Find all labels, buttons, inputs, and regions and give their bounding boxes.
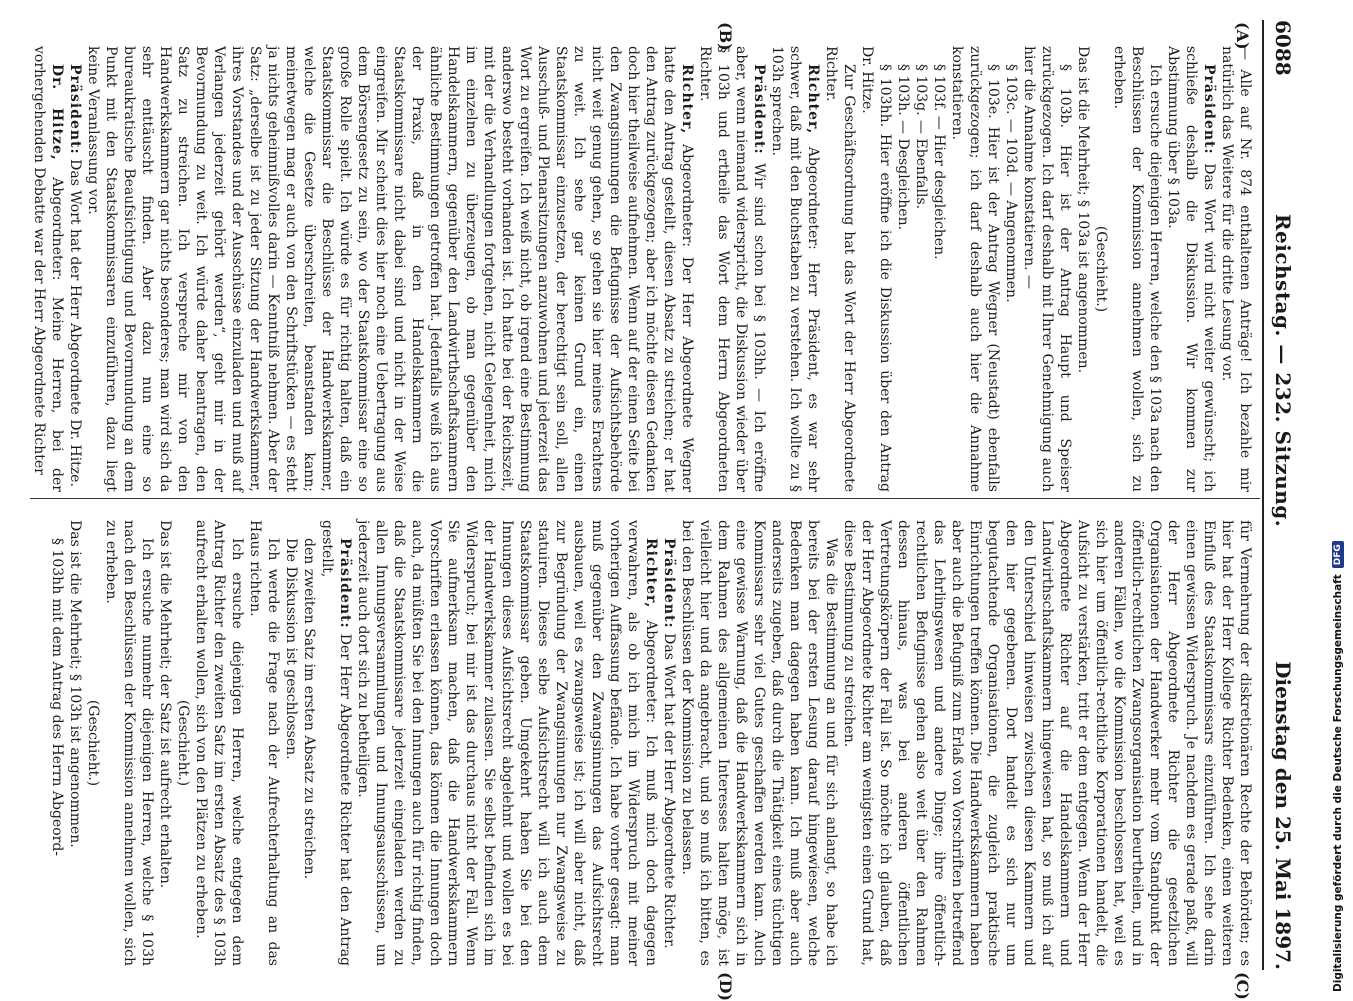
paragraph (930, 46, 948, 492)
paragraph-text: Ich ersuche diejenigen Herren, welche entgegen dem Antrag Richter den zweiten Satz im ersten Absatz des § 103h aufrecht erhalten wollen, sich von den Plätzen zu erheben. (193, 520, 245, 966)
paragraph-text: für Vermehrung der diskretionären Rechte der Behörden; es hier hat der Herr Kollege Richter Bedenken, einen weiteren Einfluß des Staatskommissars einzuführen. Ich sehe darin einen gewissen Widerspruch. Je nachdem es gerade paßt, will der Herr Abgeordnete Richter die gesetzlichen Organisationen der Handwerker mehr vom Standpunkt der öffentlich-rechtlichen Zwangsorganisation beurtheilen, und in anderen Fällen, wo die Kommission beschlossen hat, weil es sich hier um öffentlich-rechtliche Korporationen handelt, die Aufsicht zu verstärken, tritt er dem entgegen. Wenn der Herr Abgeordnete Richter auf die Handelskammern und Landwirthschaftskammern hingewiesen hat, so muß ich auf den Unterschied hinweisen zwischen diesen Kammern und den hier gegebenen. Dort handelt es sich nur um begutachtende Organisationen, die zugleich praktische Einrichtungen treffen können. Die Handwerkskammern haben aber auch die Befugniß zum Erlaß von Vorschriften betreffend das Lehrlingswesen und andere Dinge; ihre öffentlich-rechtlichen Befugnisse gehen also weit über den Rahmen dessen hinaus, was bei anderen öffentlichen Vertretungskörpern der Fall ist. So möchte ich glauben, daß der Herr Abgeordnete Richter am wenigsten einen Grund hat, diese Bestimmung zu streichen. (841, 520, 1253, 966)
paragraph-text: — Alle auf Nr. 874 enthaltenen Anträge! Ich bezahle mir natürlich das Weitere für die dritte Lesung vor. (1219, 46, 1253, 492)
paragraph-text: Das ist die Mehrheit; § 103h ist angenommen. (67, 520, 83, 848)
header-rule (1262, 20, 1264, 970)
paragraph-text: Das ist die Mehrheit; der Satz ist aufrecht erhalten. (157, 520, 173, 889)
speaker-name: Präsident: (67, 64, 83, 155)
paragraph (300, 520, 318, 966)
stage-direction (1092, 46, 1110, 492)
paragraph (66, 46, 84, 492)
paragraph (102, 520, 156, 966)
right-column (48, 520, 1254, 966)
paragraph (1002, 46, 1020, 492)
paragraph-text: (Geschieht.) (85, 699, 101, 787)
paragraph (660, 520, 678, 966)
paragraph (318, 520, 354, 966)
paragraph-text: den zweiten Satz im ersten Absatz zu streichen. (301, 538, 317, 880)
speaker-name: Präsident: (751, 64, 767, 155)
digitization-note (1324, 0, 1352, 1000)
paragraph-text: Das Wort hat der Herr Abgeordnete Dr. Hitze. (67, 159, 83, 487)
speaker-name: Präsident: (337, 538, 353, 629)
paragraph-text: Abgeordneter: Ich muß mich doch dagegen verwahren, als ob ich mich im Widerspruch mit meiner vorherigen Auffassung befände. Ich habe vorher gesagt: man muß gegenüber den Zwangsinnungen das Aufsichtsrecht ausbauen, weil es zwangsweise ist; ich will aber nicht, daß zur Begründung der Zwangsinnungen nur Zwangsweise zu statuiren. Dieses selbe Aufsichtsrecht will ich auch dem Staatskommissar geben. Umgekehrt haben Sie bei den Innungen dieses Aufsichtsrecht abgelehnt und wollen es bei der Handwerkskammer zulassen. Sie selbst befinden sich im Widerspruch; bei mir ist das durchaus nicht der Fall. Wenn Sie aufmerksam machen, daß die Handwerkskammern Vorschriften erlassen können, das können die Innungen doch auch, da müßten Sie bei den Innungen auch für richtig finden, daß die Staatskommissare jederzeit eingeladen werden zu allen Innungsversammlungen und Innungsausschüssen, um jederzeit auch dort sich zu betheiligen. (355, 520, 659, 967)
left-column (30, 46, 1254, 492)
page-header (1268, 20, 1298, 970)
paragraph (894, 46, 912, 492)
digitization-text: Digitalisierung gefördert durch die Deutsche Forschungsgemeinschaft (1332, 574, 1344, 992)
paragraph-text: Abgeordneter: Meine Herren, bei der vorhergehenden Debatte war der Herr Abgeordnete Richter (31, 46, 65, 492)
paragraph (282, 520, 300, 966)
page-number: 6088 (1271, 20, 1295, 76)
paragraph (1110, 46, 1164, 492)
margin-marker-a: (A) (1233, 22, 1252, 50)
paragraph-text: § 103hh. Hier eröffne ich die Diskussion über den Antrag Dr. Hitze. (859, 46, 893, 492)
session-date: Dienstag den 25. Mai 1897. (1271, 661, 1295, 970)
paragraph-text: Das ist die Mehrheit; § 103a ist angenommen. (1075, 46, 1091, 374)
paragraph-text: (Geschieht.) (1093, 225, 1109, 313)
paragraph-text: Das Wort wird nicht weiter gewünscht; ich schließe deshalb die Diskussion. Wir kommen zur Abstimmung über § 103a. (1165, 46, 1217, 492)
paragraph (948, 46, 1002, 492)
paragraph (48, 520, 66, 966)
paragraph-text: § 103hh mit dem Antrag des Herrn Abgeord- (49, 538, 65, 857)
paragraph (1020, 46, 1074, 492)
speaker-name: Präsident: (1201, 64, 1217, 155)
paragraph (1074, 46, 1092, 492)
margin-marker-d: (D) (716, 972, 735, 1001)
paragraph-text: Ich werde die Frage nach der Aufrechterhaltung an das Haus richten. (247, 520, 281, 966)
paragraph (66, 520, 84, 966)
speaker-name: Präsident: (661, 538, 677, 629)
paragraph (696, 46, 768, 492)
paragraph-text: Ich ersuche diejenigen Herren, welche den § 103a nach den Beschlüssen der Kommission annehmen wollen, sich zu erheben. (1111, 46, 1163, 492)
paragraph-text: § 103c. — 103d. — Angenommen. (1003, 64, 1019, 303)
column-divider (30, 498, 1260, 499)
paragraph-text: Das Wort hat der Herr Abgeordnete Richter. (661, 633, 677, 949)
paragraph (678, 520, 840, 966)
paragraph (30, 46, 66, 492)
paragraph-text: § 103f. — Hier desgleichen. (931, 64, 947, 260)
margin-marker-c: (C) (1233, 972, 1252, 1000)
paragraph-text: § 103e. Hier ist der Antrag Wegner (Neustadt) ebenfalls zurückgezogen; ich darf deshalb auch hier die Annahme konstatieren. (949, 46, 1001, 492)
paragraph (840, 520, 1254, 966)
paragraph-text: Zur Geschäftsordnung hat das Wort der Herr Abgeordnete Richter. (823, 46, 857, 492)
paragraph (246, 520, 282, 966)
paragraph-text: Wir sind schon bei § 103hh. — Ich eröffne aber, wenn niemand widerspricht, die Diskussion wieder über § 103h und ertheile das Wort dem Herrn Abgeordneten Richter. (697, 46, 767, 493)
paragraph-text: § 103b. Hier ist der Antrag Haupt und Speiser zurückgezogen. Ich darf deshalb mit Ihrer Genehmigung auch hier die Annahme konstatieren. — (1021, 46, 1073, 492)
paragraph-text: Abgeordneter: Herr Präsident, es war sehr schwer, daß mit den Buchstaben zu verstehen. Ich wollte zu § 103h sprechen. (769, 46, 821, 492)
paragraph (192, 520, 246, 966)
paragraph-text: Der Herr Abgeordnete Richter hat den Antrag gestellt, (319, 520, 353, 967)
side-footer (1324, 0, 1352, 1000)
paragraph (156, 520, 174, 966)
paragraph-text: Abgeordneter: Der Herr Abgeordnete Wegner hatte den Antrag gestellt, diesen Absatz zu streichen; er hat den Antrag zurückgezogen; aber ich möchte diesen Gedanken doch hier theilweise aufnehmen. Wenn auf der einen Seite bei den Zwangsinnungen die Befugnisse der Aufsichtsbehörde nicht weit genug gehen, so gehen sie hier meines Erachtens zu weit. Ich sehe gar keinen Grund ein, einen Staatskommissar einzusetzen, der berechtigt sein soll, allen Ausschuß- und Plenarsitzungen anzuwohnen und jederzeit das Wort zu ergreifen. Ich weiß nicht, ob irgend eine Bestimmung anderswo besteht vorhanden ist. Ich hatte bei der Reichszeit, mit der die Verhandlungen fortgehen, nicht Gelegenheit, mich im einzelnen zu überzeugen, ob man gegenüber den Handelskammern, gegenüber den Landwirthschaftskammern ähnliche Bestimmungen getroffen hat. Jedenfalls weiß ich aus der Praxis, daß in den Handelskammern die Staatskommissare nicht dabei sind und nicht in der Weise eingreifen. Mir scheint dies hier noch eine Uebertragung aus dem Börsengesetz zu sein, wo der Staatskommissar eine so große Rolle spielt. Ich würde es für richtig halten, daß ein Staatskommissar die Beschlüsse der Handwerkskammer, welche die Gesetze überschreiten, beanstanden kann; meinetwegen mag er auch von den Schriftstücken — es steht ja nichts geheimnißvolles darin — Kenntniß nehmen. Aber der Satz: „derselbe ist zu jeder Sitzung der Handwerkskammer, ihres Vorstandes und der Ausschüsse einzuladen und muß auf Verlangen jederzeit gehört werden“, geht mir in der Bevormundung zu weit. Ich würde daher beantragen, den Satz zu streichen. Ich verspreche mir von den Handwerkskammern gar nichts besonderes; man wird sich da sehr enttäuscht finden. Aber dazu nun eine so bureaukratische Beaufsichtigung und Bevormundung an dem Punkt mit den Staatskommissaren einzuführen, dazu liegt keine Veranlassung vor. (85, 46, 695, 493)
paragraph-text: Die Diskussion ist geschlossen. (283, 538, 299, 760)
paragraph (858, 46, 894, 492)
speaker-name: Richter, (679, 64, 695, 135)
stage-direction (174, 520, 192, 966)
stage-direction (84, 520, 102, 966)
paragraph-text: Ich ersuche nunmehr diejenigen Herren, welche § 103h nach den Beschlüssen der Kommission annehmen wollen, sich zu erheben. (103, 520, 155, 966)
paragraph-text: (Geschieht.) (175, 699, 191, 787)
paragraph (912, 46, 930, 492)
paragraph (1218, 46, 1254, 492)
paragraph (354, 520, 660, 966)
speaker-name: Dr. Hitze, (49, 64, 65, 161)
paragraph (1164, 46, 1218, 492)
paragraph-text: § 103g. — Ebenfalls. (913, 64, 929, 210)
margin-marker-b: (B) (716, 22, 735, 51)
speaker-name: Richter, (805, 64, 821, 135)
paragraph-text: Was die Bestimmung an und für sich anlangt, so habe ich bereits bei der ersten Lesung darauf hingewiesen, welche Bedenken man dagegen haben kann. Ich muß aber auch anderseits zugeben, daß durch die Thätigkeit eines tüchtigen Kommissars sehr viel Gutes geschaffen werden kann. Auch eine gewisse Warnung, daß die Handwerkskammern sich in dem Rahmen des allgemeinen Interesses halten möge, ist vielleicht hier und da angebracht, und so muß ich bitten, es bei den Beschlüssen der Kommission zu belassen. (679, 520, 839, 966)
page-title: Reichstag. — 232. Sitzung. (1271, 213, 1295, 528)
paragraph (822, 46, 858, 492)
paragraph (84, 46, 696, 492)
speaker-name: Richter, (643, 538, 659, 609)
paragraph-text: § 103h. — Desgleichen. (895, 64, 911, 231)
paragraph (768, 46, 822, 492)
dfg-logo: DFG (1332, 541, 1344, 568)
